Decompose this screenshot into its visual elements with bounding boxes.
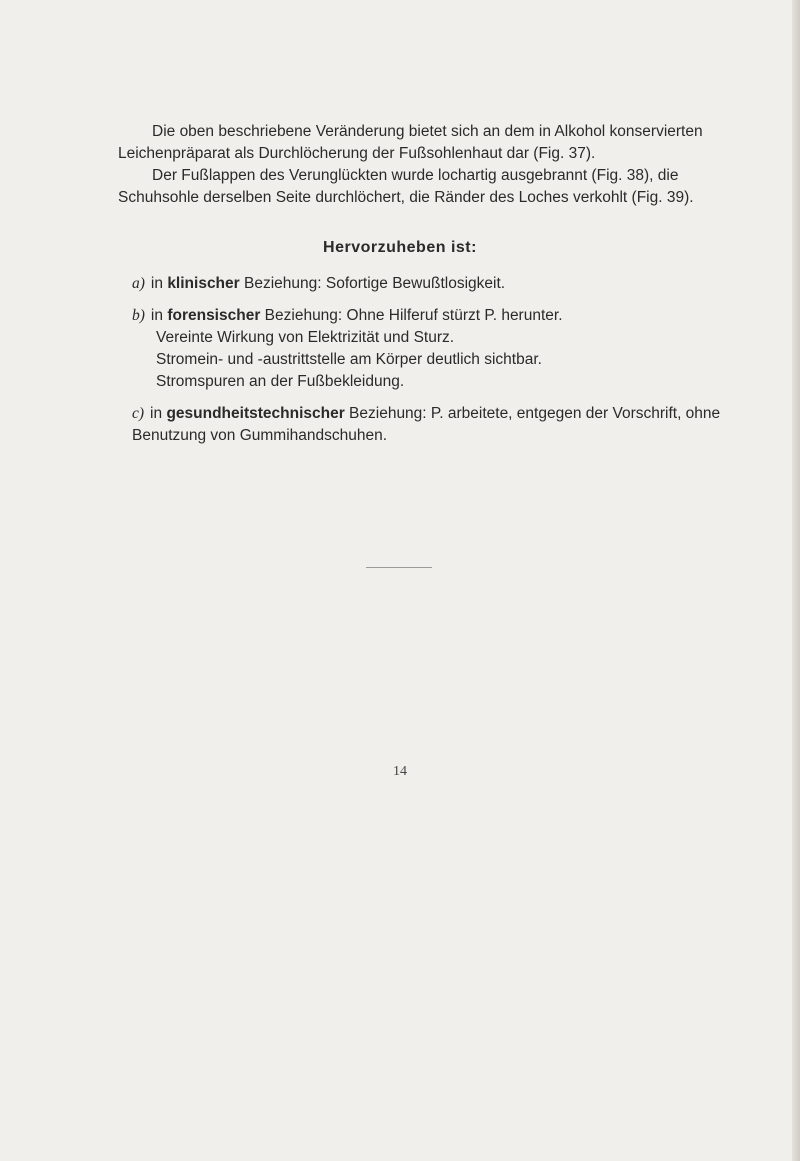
list-sub-line: Stromspuren an der Fußbekleidung. — [156, 373, 405, 390]
list-text: Beziehung: Sofortige Bewußtlosigkeit. — [244, 275, 506, 292]
intro-line: Die oben beschriebene Veränderung bietet sich an dem in Alkohol konservierten — [152, 123, 703, 140]
page-edge — [792, 0, 800, 1161]
list-keyword: klinischer — [167, 275, 240, 292]
intro-line: Der Fußlappen des Verunglückten wurde lochartig ausgebrannt (Fig. 38), die — [152, 167, 679, 184]
list-item-c — [132, 403, 742, 447]
list-marker: a) — [132, 275, 145, 292]
section-heading: Hervorzuheben ist: — [323, 239, 477, 256]
divider-line — [366, 567, 432, 568]
list-prefix: in — [150, 405, 163, 422]
intro-line: Schuhsohle derselben Seite durchlöchert, die Ränder des Loches verkohlt (Fig. 39). — [118, 189, 694, 206]
list-marker: c) — [132, 405, 145, 422]
list-sub-line: Stromein- und -austrittstelle am Körper deutlich sichtbar. — [156, 351, 542, 368]
list-marker: b) — [132, 307, 145, 324]
list-keyword: forensischer — [167, 307, 261, 324]
list-text: Beziehung: P. arbeitete, entgegen der Vorschrift, ohne — [349, 405, 721, 422]
list-continuation: Benutzung von Gummihandschuhen. — [132, 427, 388, 444]
list-text: Beziehung: Ohne Hilferuf stürzt P. herunter. — [264, 307, 563, 324]
intro-paragraph-2 — [118, 165, 738, 209]
intro-line: Leichenpräparat als Durchlöcherung der Fußsohlenhaut dar (Fig. 37). — [118, 145, 596, 162]
list-keyword: gesundheitstechnischer — [166, 405, 345, 422]
page-number: 14 — [393, 764, 407, 779]
list-item-b — [132, 305, 742, 393]
list-sub-line: Vereinte Wirkung von Elektrizität und Sturz. — [156, 329, 455, 346]
list-item-a — [132, 273, 742, 295]
list-prefix: in — [150, 307, 163, 324]
intro-paragraph-1 — [118, 121, 738, 165]
list-prefix: in — [150, 275, 163, 292]
